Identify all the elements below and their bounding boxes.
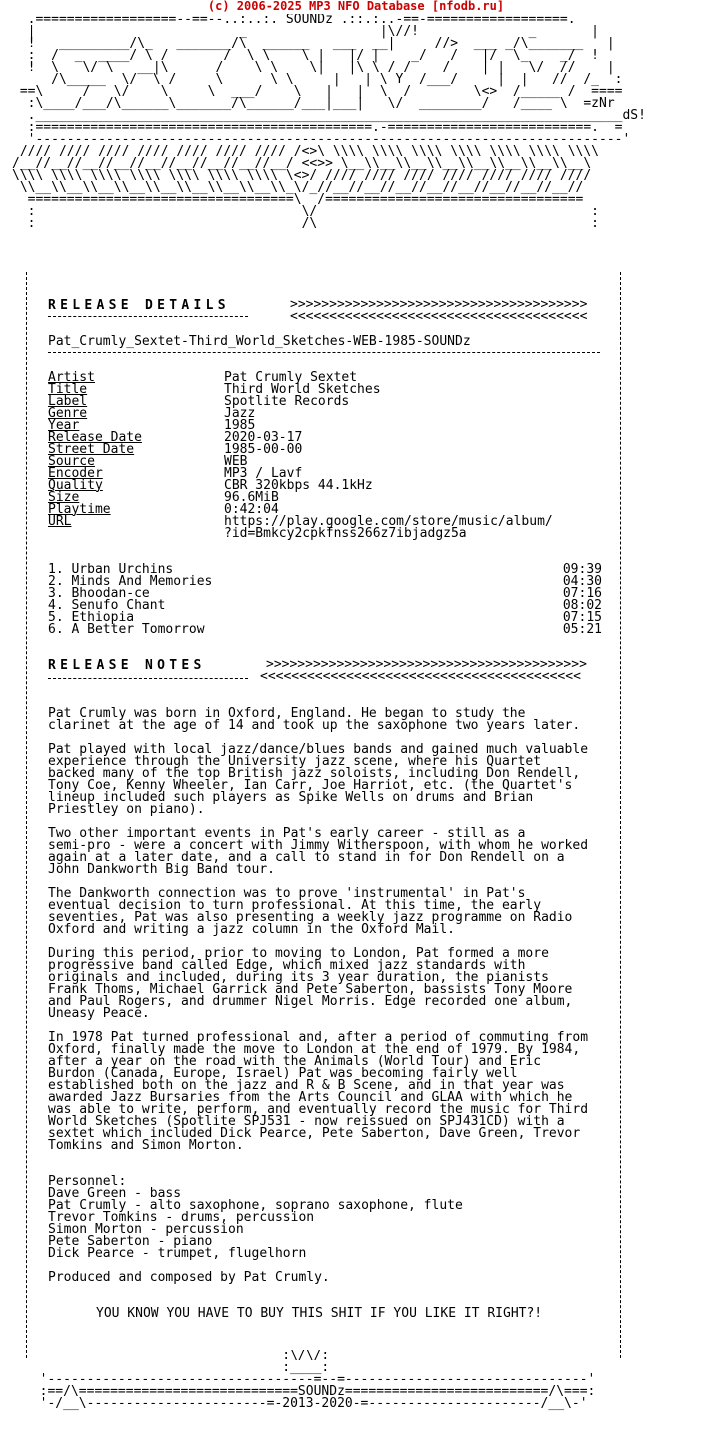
field-value: Pat Crumly Sextet bbox=[224, 370, 358, 385]
track-number: 2. bbox=[48, 574, 64, 589]
field-key: Genre bbox=[48, 406, 88, 421]
left-border-line bbox=[26, 272, 27, 1358]
field-key: Year bbox=[48, 418, 80, 433]
field-value: 0:42:04 bbox=[224, 502, 279, 517]
track-duration: 05:21 bbox=[562, 622, 602, 637]
notes-arrows-right: >>>>>>>>>>>>>>>>>>>>>>>>>>>>>>>>>>>>>>>>> bbox=[266, 657, 587, 672]
track-title: Urban Urchins bbox=[71, 562, 174, 577]
track-number: 4. bbox=[48, 598, 64, 613]
field-value: Spotlite Records bbox=[224, 394, 350, 409]
release-name-rule bbox=[48, 352, 600, 353]
personnel-item: Pete Saberton - piano bbox=[48, 1234, 213, 1249]
field-key: URL bbox=[48, 514, 72, 529]
track-title: Minds And Memories bbox=[71, 574, 213, 589]
field-value: 96.6MiB bbox=[224, 490, 279, 505]
field-key: Title bbox=[48, 382, 88, 397]
track-duration: 08:02 bbox=[562, 598, 602, 613]
release-name: Pat_Crumly_Sextet-Third_World_Sketches-WEB-1985-SOUNDz bbox=[48, 334, 471, 349]
notes-arrows-left: <<<<<<<<<<<<<<<<<<<<<<<<<<<<<<<<<<<<<<<<< bbox=[260, 669, 581, 684]
personnel-item: Dick Pearce - trumpet, flugelhorn bbox=[48, 1246, 307, 1261]
track-number: 3. bbox=[48, 586, 64, 601]
personnel-item: Dave Green - bass bbox=[48, 1186, 182, 1201]
field-key: Encoder bbox=[48, 466, 103, 481]
field-value: 1985-00-00 bbox=[224, 442, 303, 457]
produced-line: Produced and composed by Pat Crumly. bbox=[48, 1270, 330, 1285]
field-value: Jazz bbox=[224, 406, 256, 421]
details-title-rule bbox=[48, 316, 248, 317]
track-title: Ethiopia bbox=[71, 610, 135, 625]
slogan: YOU KNOW YOU HAVE TO BUY THIS SHIT IF YOU LIKE IT RIGHT?! bbox=[96, 1306, 543, 1321]
track-item bbox=[48, 624, 205, 636]
track-title: Bhoodan-ce bbox=[71, 586, 150, 601]
url-link[interactable]: https://play.google.com/store/music/album/ ?id=Bmkcy2cpkfnss266z7ibjadgz5a bbox=[224, 514, 553, 541]
track-number: 1. bbox=[48, 562, 64, 577]
field-value: 2020-03-17 bbox=[224, 430, 303, 445]
notes-paragraph: The Dankworth connection was to prove 'instrumental' in Pat's eventual decision to turn professional. At this time, the early seventies, Pat was also presenting a weekly jazz programme on Radio Oxford and writing a jazz column in the Oxford Mail. bbox=[48, 886, 573, 937]
notes-paragraph: Pat Crumly was born in Oxford, England. He began to study the clarinet at the age of 14 and took up the saxophone two years later. bbox=[48, 706, 581, 733]
details-arrows-left: <<<<<<<<<<<<<<<<<<<<<<<<<<<<<<<<<<<<<< bbox=[290, 309, 588, 324]
track-number: 5. bbox=[48, 610, 64, 625]
field-key: Size bbox=[48, 490, 80, 505]
release-details-title: RELEASE DETAILS bbox=[48, 298, 230, 313]
track-duration: 09:39 bbox=[562, 562, 602, 577]
track-duration: 04:30 bbox=[562, 574, 602, 589]
field-value: Third World Sketches bbox=[224, 382, 381, 397]
personnel-item: Simon Morton - percussion bbox=[48, 1222, 244, 1237]
field-key: Label bbox=[48, 394, 88, 409]
notes-paragraph: In 1978 Pat turned professional and, after a period of commuting from Oxford, finally made the move to London at the end of 1979. By 1984, after a year on the road with the Animals (World Tour) and Eric Burdon (Canada, Europe, Israel) Pat was becoming fairly well established both on the jazz and R & B Scene, and in that year was awarded Jazz Bursaries from the Arts Council and GLAA with which he was able to write, perform, and eventually record the music for Third World Sketches (Spotlite SPJ531 - now reissued on SPJ431CD) with a sextet which included Dick Pearce, Pete Saberton, Dave Green, Trevor Tomkins and Simon Morton. bbox=[48, 1030, 589, 1153]
track-title: A Better Tomorrow bbox=[71, 622, 205, 637]
field-key: Artist bbox=[48, 370, 95, 385]
right-border-line bbox=[620, 272, 621, 1358]
track-title: Senufo Chant bbox=[71, 598, 166, 613]
field-value: CBR 320kbps 44.1kHz bbox=[224, 478, 373, 493]
track-duration: 07:15 bbox=[562, 610, 602, 625]
track-number: 6. bbox=[48, 622, 64, 637]
field-key: Release Date bbox=[48, 430, 142, 445]
notes-paragraph: During this period, prior to moving to London, Pat formed a more progressive band called Edge, which mixed jazz standards with originals and included, during its 3 year duration, the pianists Frank Thoms, Michael Garrick and Pete Saberton, bassists Tony Moore and Paul Rogers, and drummer Nigel Morris. Edge recorded one album, Uneasy Peace. bbox=[48, 946, 573, 1021]
field-key: Quality bbox=[48, 478, 103, 493]
notes-paragraph: Pat played with local jazz/dance/blues bands and gained much valuable experience through the University jazz scene, where his Quartet backed many of the top British jazz soloists, including Don Rendell, Tony Coe, Kenny Wheeler, Ian Carr, Joe Harriot, etc. (the Quartet's lineup included such players as Spike Wells on drums and Brian Priestley on piano). bbox=[48, 742, 589, 817]
personnel-title: Personnel: bbox=[48, 1174, 127, 1189]
field-value: WEB bbox=[224, 454, 248, 469]
field-value: 1985 bbox=[224, 418, 256, 433]
personnel-item: Pat Crumly - alto saxophone, soprano saxophone, flute bbox=[48, 1198, 463, 1213]
release-notes-title: RELEASE NOTES bbox=[48, 658, 206, 673]
soundz-footer-ascii: :\/\/: :____: '----------------------------------=--=-------------------------------' :==/\============================SOUNDz==========================/\===: '-/__\-----------------------=-2013-2020-=----------------------/__\-' bbox=[39, 1350, 596, 1411]
details-arrows-right: >>>>>>>>>>>>>>>>>>>>>>>>>>>>>>>>>>>>>> bbox=[290, 297, 588, 312]
field-value: MP3 / Lavf bbox=[224, 466, 303, 481]
nfodb-header-link[interactable]: (c) 2006-2025 MP3 NFO Database [nfodb.ru] bbox=[207, 0, 505, 13]
track-duration: 07:16 bbox=[562, 586, 602, 601]
soundz-ascii-banner: .==================--==--..:..:. SOUNDz .::.:..-==-==================. | _ |\//! _ | ! _________/\_ _______/\ ______ ___ __| //> ___ _/\_______ | : / _ ____/ \ / / \ \ \ | |/ | _/ / |/ \_ _/ ! ! \ \/ \ __|\ / \ \ \| |\ \ / / / | | \/ // | /\_____ \/ \ / \ \ \ | | \ Y /___/ | | // /_ : ==\ / \/ \ \ ___/ \ | | \ / \<> /_____ / ==== :\____/___/\______\_______/\______/___|___| \/ ________/ /____ \ =zNr .___________________________________________________________________________dS! :===========================================.-==========================. = '---------------------------------------------------------------------------' //// //// //// //// //// //// //// /<>\ \\\\ \\\\ \\\\ \\\\ \\\\ \\\\ \\\\ /__//__//__//__//__//__//__//__//__/ <<>> \__\\__\\__\\__\\__\\__\\__\\__\ \\\\ \\\\ \\\\ \\\\ \\\\ \\\\ \\\\ \<>/ //// //// //// //// //// //// //// \\__\\__\\__\\__\\__\\__\\__\\__\\_\/_//__//__//__//__//__//__//__//__// ==================================\ /================================= : \/ : : /\ : bbox=[12, 14, 646, 231]
personnel-item: Trevor Tomkins - drums, percussion bbox=[48, 1210, 315, 1225]
notes-title-rule bbox=[48, 678, 248, 679]
field-key: Street Date bbox=[48, 442, 135, 457]
field-key: Playtime bbox=[48, 502, 111, 517]
notes-paragraph: Two other important events in Pat's early career - still as a semi-pro - were a concert with Jimmy Witherspoon, with whom he worked again at a later date, and a call to stand in for Don Rendell on a John Dankworth Big Band tour. bbox=[48, 826, 589, 877]
field-key: Source bbox=[48, 454, 95, 469]
